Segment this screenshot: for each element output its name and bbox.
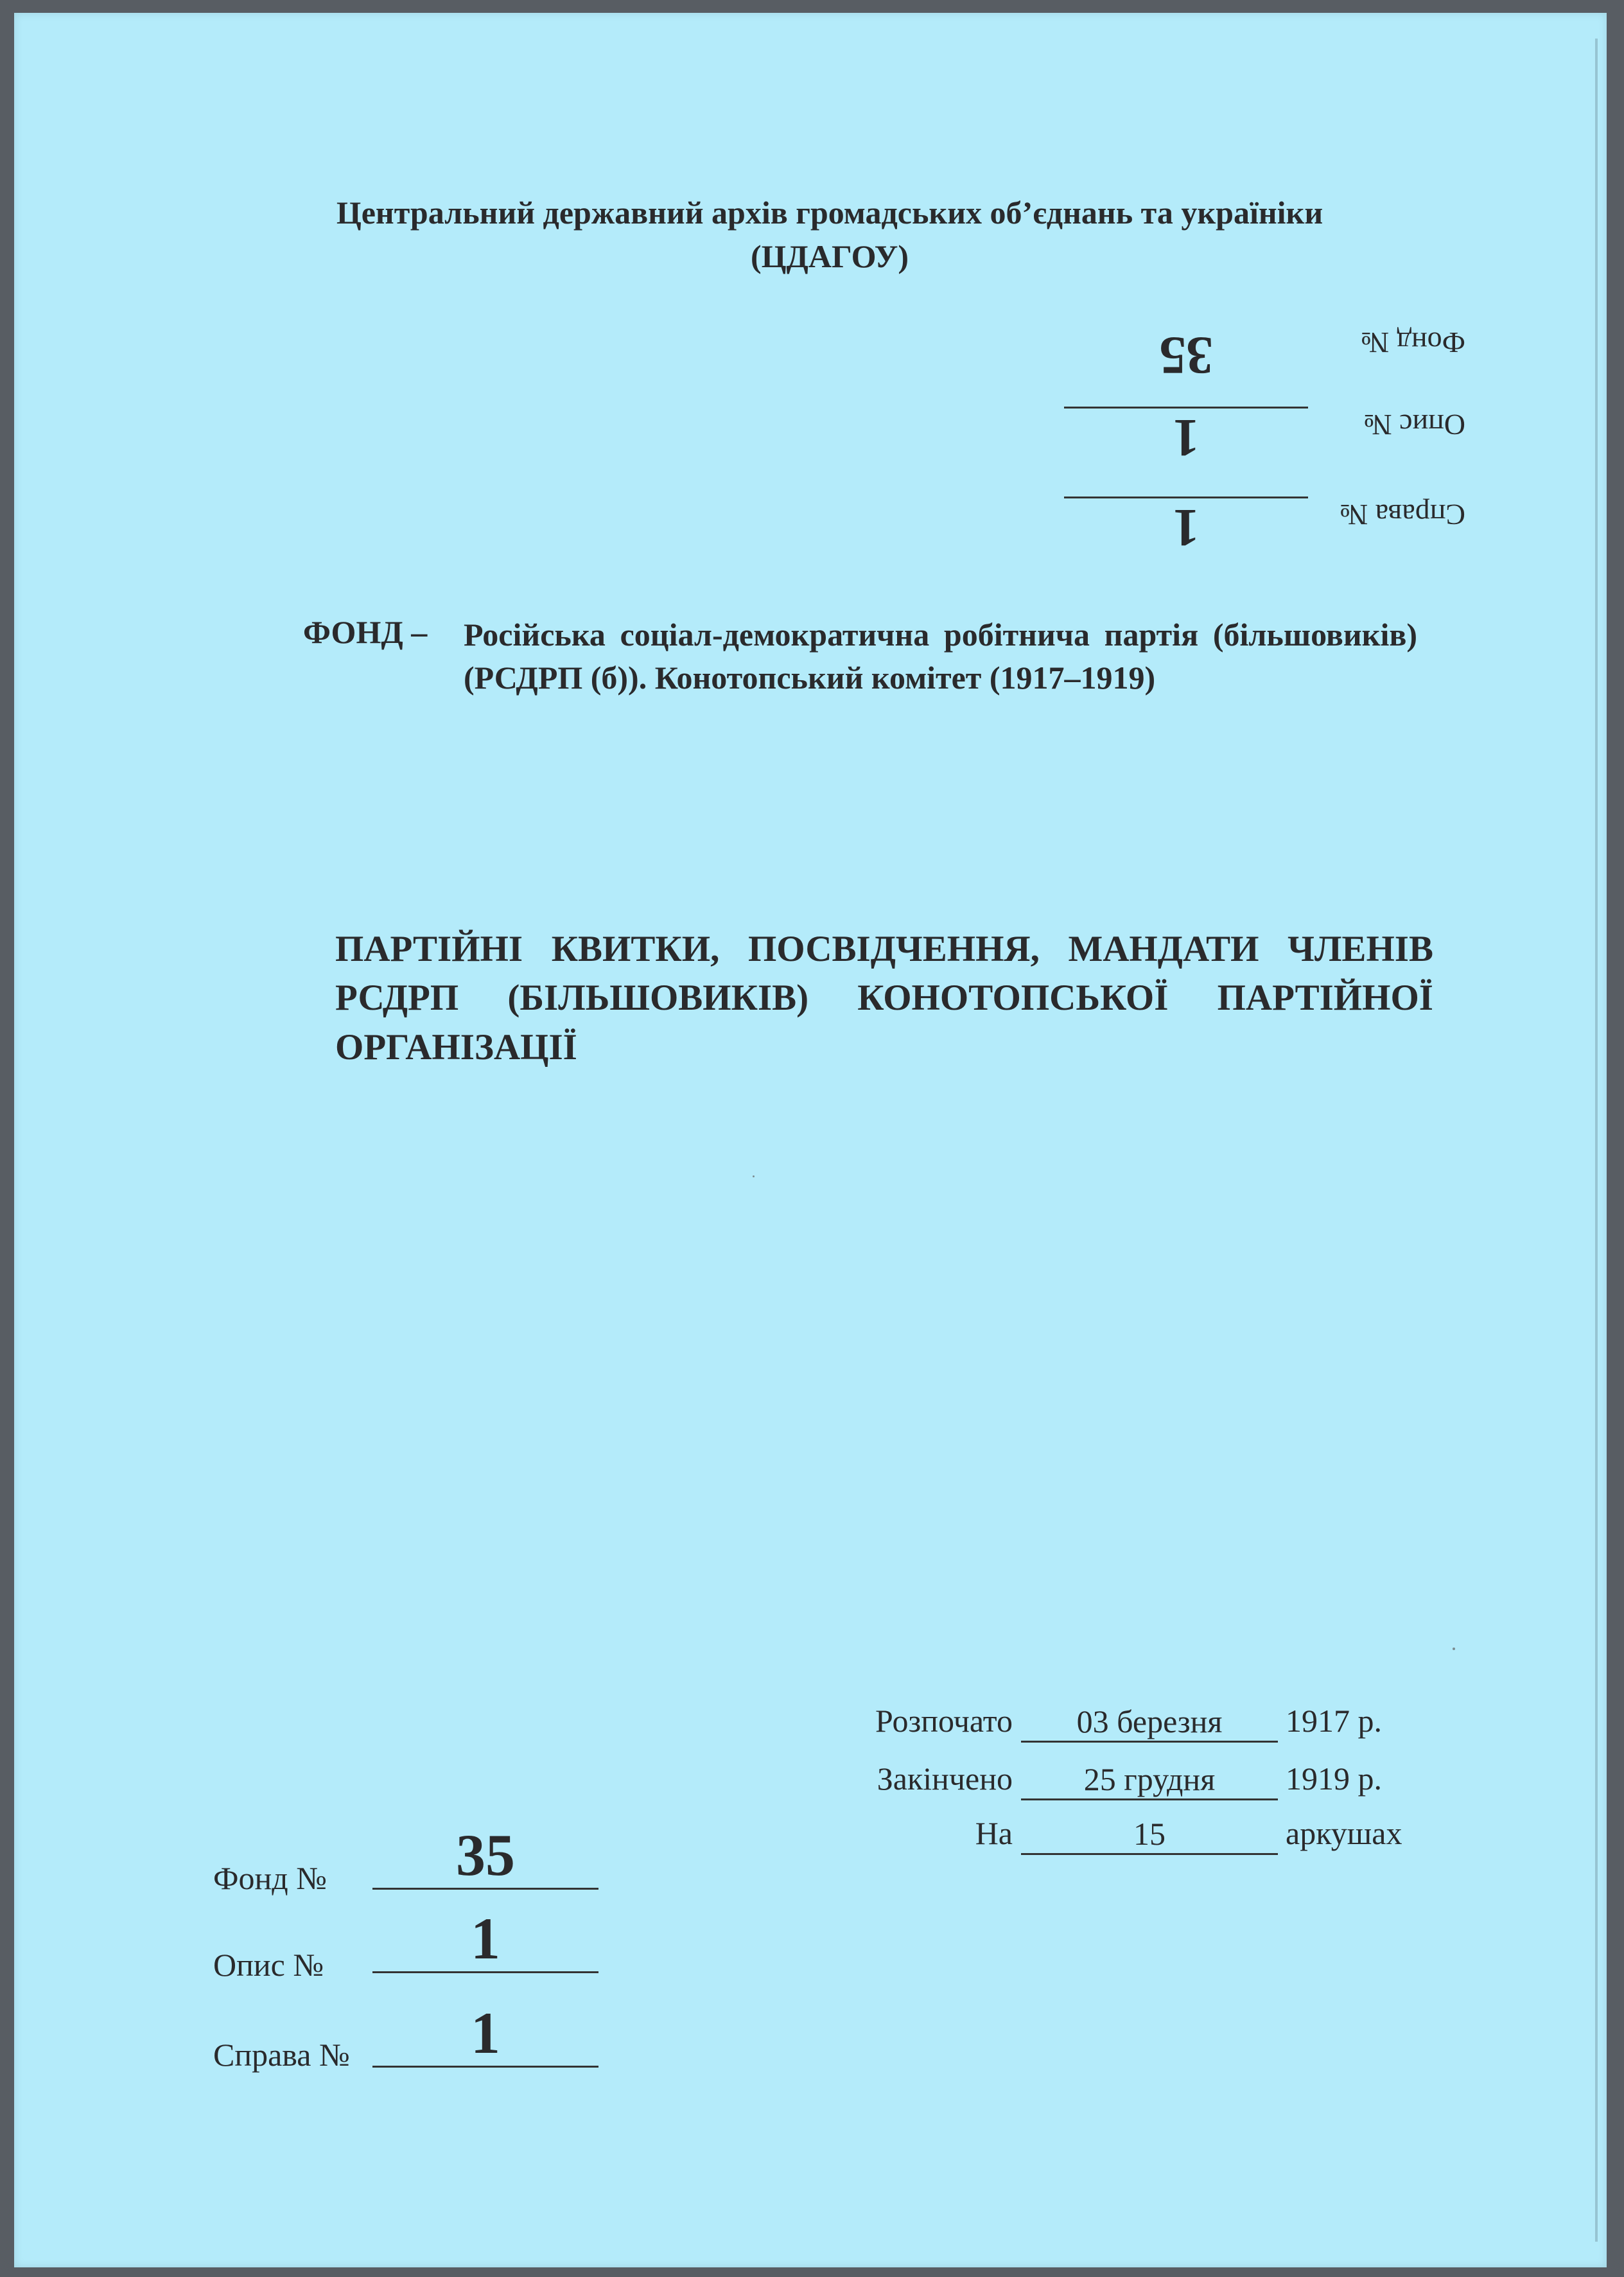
case-title: ПАРТІЙНІ КВИТКИ, ПОСВІДЧЕННЯ, МАНДАТИ ЧЛЕНІВ РСДРП (БІЛЬШОВИКІВ) КОНОТОПСЬКОЇ ПАРТІЙНОЇ ОРГАНІЗАЦІЇ	[335, 929, 1433, 1068]
upside-down-row-fond	[1016, 316, 1465, 393]
fond-prefix: ФОНД –	[303, 614, 428, 650]
upside-down-row-sprava	[1016, 488, 1465, 565]
paper-speck	[753, 1175, 755, 1177]
fond-number-value: 35	[372, 1823, 598, 1890]
archive-name: Центральний державний архів громадських об’єднань та україніки	[336, 195, 1323, 231]
archive-abbreviation: (ЦДАГОУ)	[750, 238, 909, 274]
ended-date: 25 грудня	[1021, 1760, 1278, 1800]
started-label: Розпочато	[875, 1703, 1013, 1739]
upside-down-opys-label: Опис №	[1363, 409, 1465, 441]
fond-number-label: Фонд №	[213, 1860, 327, 1896]
started-year: 1917 р.	[1286, 1703, 1382, 1739]
sheets-count: 15	[1021, 1815, 1278, 1855]
upside-down-fond-label: Фонд №	[1361, 326, 1465, 359]
upside-down-fond-value: 35	[1159, 326, 1213, 385]
opys-number-value: 1	[372, 1906, 598, 1973]
upside-down-register	[1016, 295, 1465, 565]
sheets-suffix: аркушах	[1286, 1815, 1402, 1851]
upside-down-row-opys	[1016, 398, 1465, 475]
archive-header	[14, 191, 1624, 278]
paper-speck	[1453, 1648, 1455, 1650]
sprava-number-label: Справа №	[213, 2037, 350, 2073]
upside-down-sprava-line	[1064, 497, 1308, 498]
upside-down-opys-value: 1	[1173, 408, 1200, 468]
opys-number-label: Опис №	[213, 1947, 324, 1983]
sprava-number-value: 1	[372, 2001, 598, 2068]
fond-description: Російська соціал-демократична робітнича партія (більшовиків) (РСДРП (б)). Конотопський комітет (1917–1919)	[464, 617, 1417, 696]
started-date: 03 березня	[1021, 1702, 1278, 1743]
upside-down-opys-line	[1064, 407, 1308, 409]
upside-down-sprava-label: Справа №	[1340, 498, 1465, 531]
upside-down-sprava-value: 1	[1173, 498, 1200, 558]
sheets-label: На	[975, 1815, 1013, 1851]
ended-label: Закінчено	[877, 1761, 1013, 1797]
archive-folder-cover	[14, 13, 1607, 2267]
ended-year: 1919 р.	[1286, 1761, 1382, 1797]
